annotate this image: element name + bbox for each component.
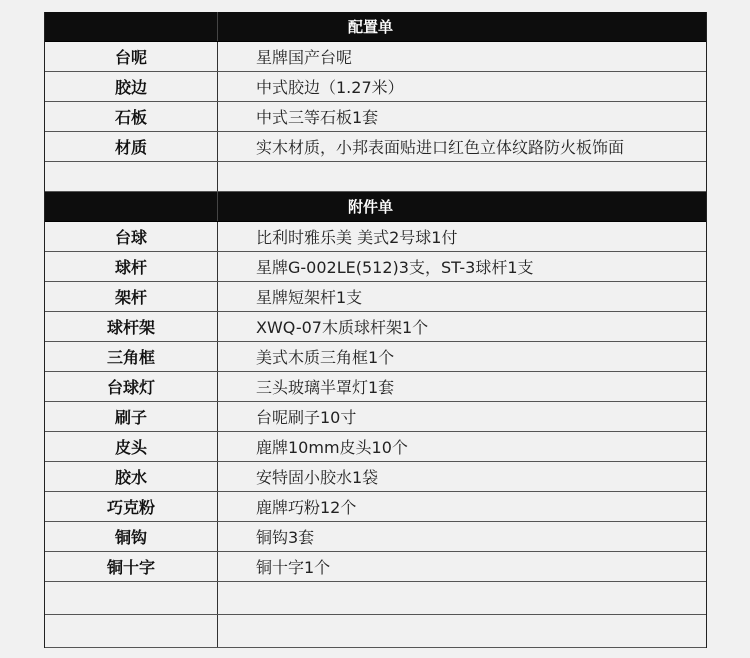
row-label: 球杆架 [45, 312, 218, 341]
table-row [45, 522, 706, 552]
row-label: 球杆 [45, 252, 218, 281]
row-label: 胶水 [45, 462, 218, 491]
row-label: 巧克粉 [45, 492, 218, 521]
row-value: 比利时雅乐美 美式2号球1付 [256, 228, 458, 247]
row-label [45, 582, 218, 614]
table-row-empty [45, 615, 706, 648]
config-title: 配置单 [348, 18, 394, 36]
row-value: 星牌国产台呢 [256, 48, 353, 67]
row-value: 铜十字1个 [256, 558, 331, 577]
table-row [45, 312, 706, 342]
row-value: 三头玻璃半罩灯1套 [256, 378, 395, 397]
row-label: 三角框 [45, 342, 218, 371]
row-label: 架杆 [45, 282, 218, 311]
table-row [45, 462, 706, 492]
row-label [45, 615, 218, 647]
row-value: 铜钩3套 [256, 528, 315, 547]
row-label: 铜十字 [45, 552, 218, 581]
table-row [45, 282, 706, 312]
table-row [45, 492, 706, 522]
row-label: 材质 [45, 132, 218, 161]
row-value: 中式三等石板1套 [256, 108, 379, 127]
row-value: XWQ-07木质球杆架1个 [256, 318, 429, 337]
accessories-header [45, 192, 706, 222]
table-row [45, 72, 706, 102]
row-value [218, 615, 706, 647]
row-value: 鹿牌巧粉12个 [256, 498, 357, 517]
config-header [45, 12, 706, 42]
row-value: 台呢刷子10寸 [256, 408, 357, 427]
row-label: 石板 [45, 102, 218, 131]
table-row [45, 102, 706, 132]
row-label: 铜钩 [45, 522, 218, 551]
table-row [45, 252, 706, 282]
row-value: 美式木质三角框1个 [256, 348, 395, 367]
row-label: 皮头 [45, 432, 218, 461]
table-row [45, 402, 706, 432]
table-row [45, 42, 706, 72]
table-row-empty [45, 582, 706, 615]
row-value: 安特固小胶水1袋 [256, 468, 379, 487]
row-label [45, 162, 218, 191]
table-row-empty [45, 162, 706, 192]
row-value: 中式胶边（1.27米） [256, 78, 404, 97]
table-row [45, 372, 706, 402]
row-value: 星牌G-002LE(512)3支，ST-3球杆1支 [256, 258, 534, 277]
table-row [45, 432, 706, 462]
spec-sheet [44, 12, 707, 648]
table-row [45, 132, 706, 162]
row-value: 鹿牌10mm皮头10个 [256, 438, 408, 457]
row-value [218, 582, 706, 614]
row-label: 台球 [45, 222, 218, 251]
row-label: 台呢 [45, 42, 218, 71]
row-label: 胶边 [45, 72, 218, 101]
row-value: 星牌短架杆1支 [256, 288, 363, 307]
row-value [218, 162, 706, 191]
table-row [45, 342, 706, 372]
row-label: 刷子 [45, 402, 218, 431]
row-label: 台球灯 [45, 372, 218, 401]
accessories-title: 附件单 [348, 198, 394, 216]
table-row [45, 552, 706, 582]
table-row [45, 222, 706, 252]
row-value: 实木材质，小邦表面贴进口红色立体纹路防火板饰面 [256, 138, 625, 157]
